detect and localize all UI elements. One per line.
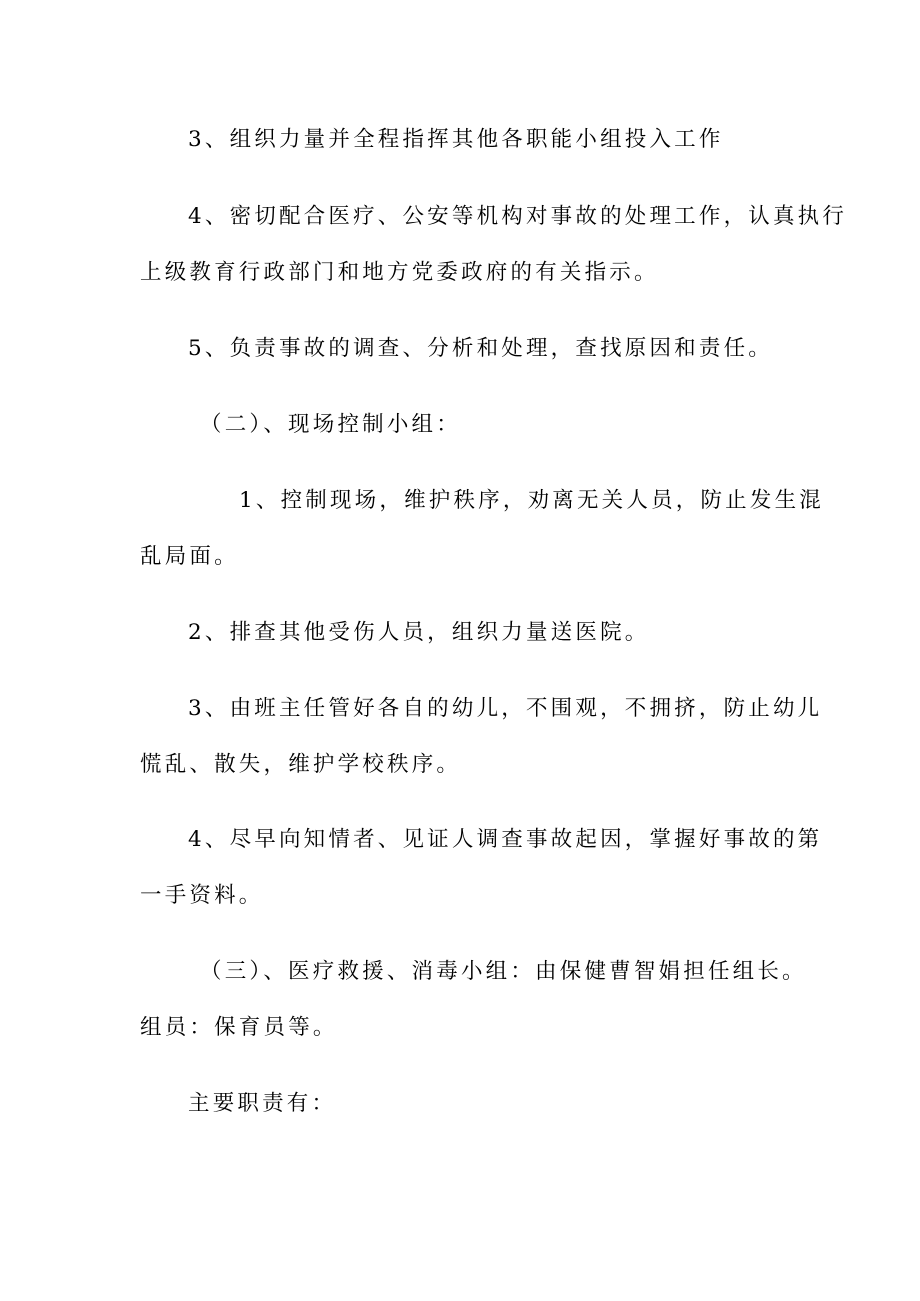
- paragraph-members-line: 组员：保育员等。: [140, 1015, 338, 1040]
- paragraph-main-duties-label: 主要职责有：: [188, 1091, 337, 1116]
- paragraph-control-2-line: 2、排查其他受伤人员，组织力量送医院。: [188, 620, 650, 645]
- paragraph-item-5-line: 5、负责事故的调查、分析和处理，查找原因和责任。: [188, 336, 773, 361]
- paragraph-control-4-line-1: 4、尽早向知情者、见证人调查事故起因，掌握好事故的第: [188, 827, 823, 852]
- paragraph-control-3-line-2: 慌乱、散失，维护学校秩序。: [140, 752, 462, 777]
- paragraph-control-1-line-1: 1、控制现场，维护秩序，劝离无关人员，防止发生混: [239, 488, 824, 513]
- section-heading-medical-rescue: （三）、医疗救援、消毒小组：由保健曹智娟担任组长。: [200, 959, 807, 984]
- paragraph-item-3-line: 3、组织力量并全程指挥其他各职能小组投入工作: [188, 127, 724, 152]
- paragraph-control-4-line-2: 一手资料。: [140, 883, 264, 908]
- section-heading-site-control: （二）、现场控制小组：: [200, 412, 461, 437]
- paragraph-item-4-line-1: 4、密切配合医疗、公安等机构对事故的处理工作，认真执行: [188, 204, 848, 229]
- paragraph-item-4-line-2: 上级教育行政部门和地方党委政府的有关指示。: [140, 260, 659, 285]
- paragraph-control-3-line-1: 3、由班主任管好各自的幼儿，不围观，不拥挤，防止幼儿: [188, 696, 823, 721]
- paragraph-control-1-line-2: 乱局面。: [140, 544, 239, 569]
